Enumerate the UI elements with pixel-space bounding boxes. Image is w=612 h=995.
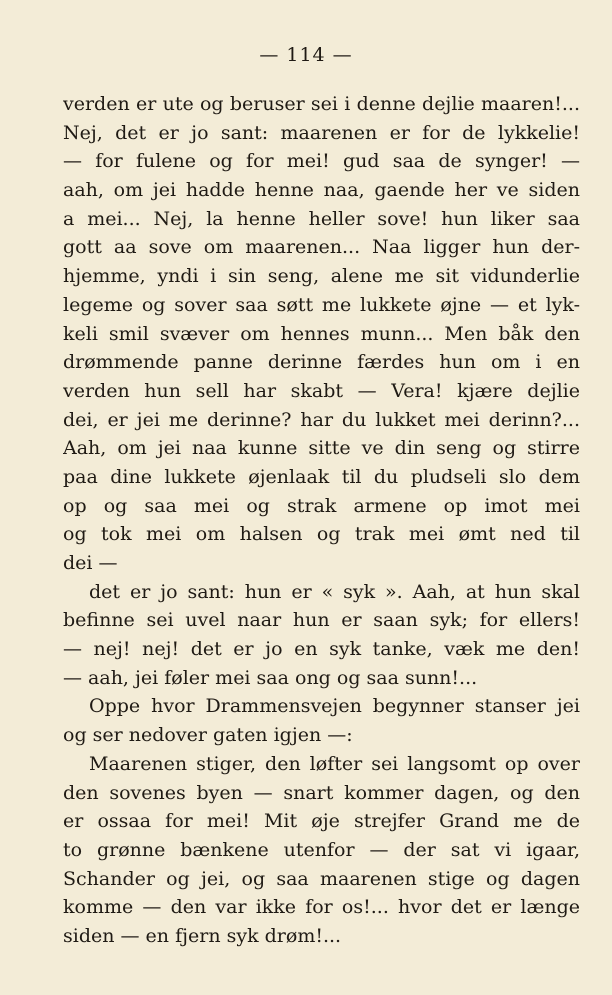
text-line: og ser nedover gaten igjen —: xyxy=(63,724,353,747)
text-line: — aah, jei føler mei saa ong og saa sunn!... xyxy=(63,666,478,689)
text-line: Nej, det er jo sant: maarenen er for de lykkelie! xyxy=(63,121,580,144)
text-line: Oppe hvor Drammensvejen begynner stanser jei xyxy=(89,695,580,718)
text-line: befinne sei uvel naar hun er saan syk; for ellers! xyxy=(63,609,580,632)
text-line: og tok mei om halsen og trak mei ømt ned til xyxy=(63,523,580,546)
text-line: a mei... Nej, la henne heller sove! hun liker saa xyxy=(63,207,580,230)
text-line: siden — en fjern syk drøm!... xyxy=(63,924,342,947)
text-line: hjemme, yndi i sin seng, alene me sit vidunderlie xyxy=(63,265,580,288)
text-line: aah, om jei hadde henne naa, gaende her ve siden xyxy=(63,179,580,202)
text-line: Maarenen stiger, den løfter sei langsomt op over xyxy=(89,752,580,775)
page-body xyxy=(63,90,580,951)
text-line: legeme og sover saa søtt me lukkete øjne — et lyk- xyxy=(63,293,580,316)
text-line: to grønne bænkene utenfor — der sat vi igaar, xyxy=(63,838,580,861)
text-line: Schander og jei, og saa maarenen stige og dagen xyxy=(63,867,580,890)
text-line: Aah, om jei naa kunne sitte ve din seng og stirre xyxy=(63,437,580,460)
text-line: gott aa sove om maarenen... Naa ligger hun der- xyxy=(63,236,580,259)
text-line: er ossaa for mei! Mit øje strejfer Grand me de xyxy=(63,810,580,833)
page-number: — 114 — xyxy=(259,44,353,66)
text-line: — nej! nej! det er jo en syk tanke, væk me den! xyxy=(63,638,580,661)
text-line: komme — den var ikke for os!... hvor det er længe xyxy=(63,896,580,919)
text-line: op og saa mei og strak armene op imot mei xyxy=(63,494,580,517)
text-line: paa dine lukkete øjenlaak til du pludseli slo dem xyxy=(63,465,580,488)
text-line: — for fulene og for mei! gud saa de synger! — xyxy=(63,150,580,173)
text-line: den sovenes byen — snart kommer dagen, og den xyxy=(63,781,580,804)
text-line: keli smil svæver om hennes munn... Men båk den xyxy=(63,322,580,345)
text-line: drømmende panne derinne færdes hun om i en xyxy=(63,351,580,374)
text-line: det er jo sant: hun er « syk ». Aah, at hun skal xyxy=(89,580,580,603)
text-line: dei — xyxy=(63,552,118,574)
text-line: verden hun sell har skabt — Vera! kjære dejlie xyxy=(63,379,580,402)
text-line: dei, er jei me derinne? har du lukket mei derinn?... xyxy=(63,408,580,431)
text-line: verden er ute og beruser sei i denne dejlie maaren!... xyxy=(63,93,580,115)
